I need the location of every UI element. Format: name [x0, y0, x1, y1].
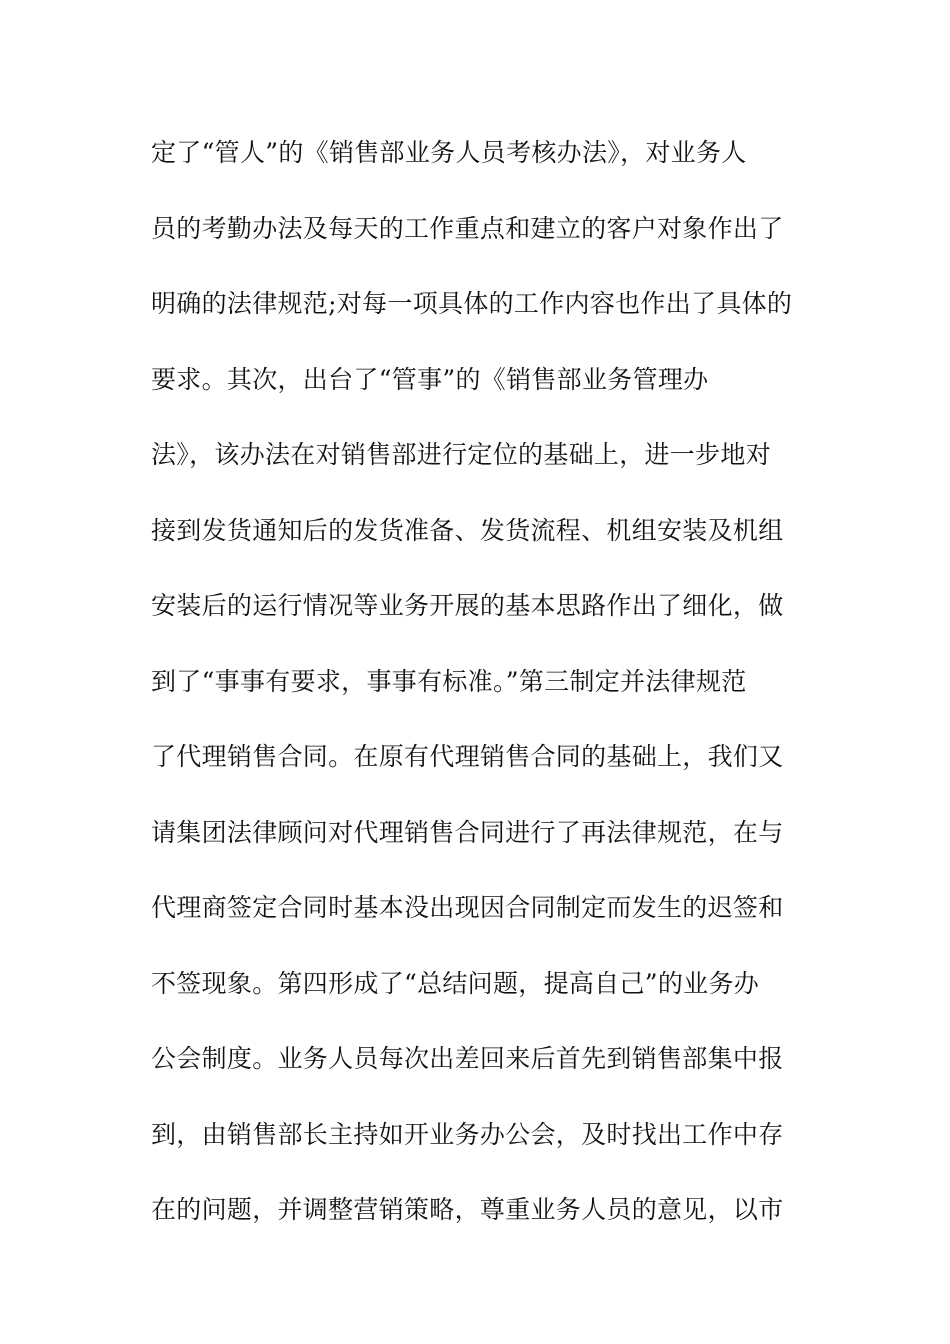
text-line-10: 请集团法律顾问对代理销售合同进行了再法律规范，在与	[151, 817, 784, 847]
text-line-14: 到，由销售部长主持如开业务办公会，及时找出工作中存	[151, 1119, 784, 1149]
text-line-2: 员的考勤办法及每天的工作重点和建立的客户对象作出了	[151, 213, 784, 243]
text-line-12: 不签现象。第四形成了“总结问题，提高自己”的业务办	[151, 968, 760, 998]
text-line-11: 代理商签定合同时基本没出现因合同制定而发生的迟签和	[151, 893, 784, 922]
text-line-4: 要求。其次，出台了“管事”的《销售部业务管理办	[151, 364, 709, 394]
text-line-5: 法》，该办法在对销售部进行定位的基础上，进一步地对	[151, 440, 772, 469]
text-line-6: 接到发货通知后的发货准备、发货流程、机组安装及机组	[151, 515, 784, 545]
body-text	[151, 128, 831, 1261]
text-line-1: 定了“管人”的《销售部业务人员考核办法》，对业务人	[151, 138, 747, 167]
text-line-7: 安装后的运行情况等业务开展的基本思路作出了细化，做	[151, 591, 784, 620]
text-line-9: 了代理销售合同。在原有代理销售合同的基础上，我们又	[151, 742, 784, 771]
text-line-15: 在的问题，并调整营销策略，尊重业务人员的意见，以市	[151, 1195, 784, 1224]
text-line-13: 公会制度。业务人员每次出差回来后首先到销售部集中报	[151, 1044, 784, 1073]
text-line-8: 到了“事事有要求，事事有标准。”第三制定并法律规范	[151, 666, 747, 696]
text-line-3: 明确的法律规范;对每一项具体的工作内容也作出了具体的	[151, 289, 793, 318]
